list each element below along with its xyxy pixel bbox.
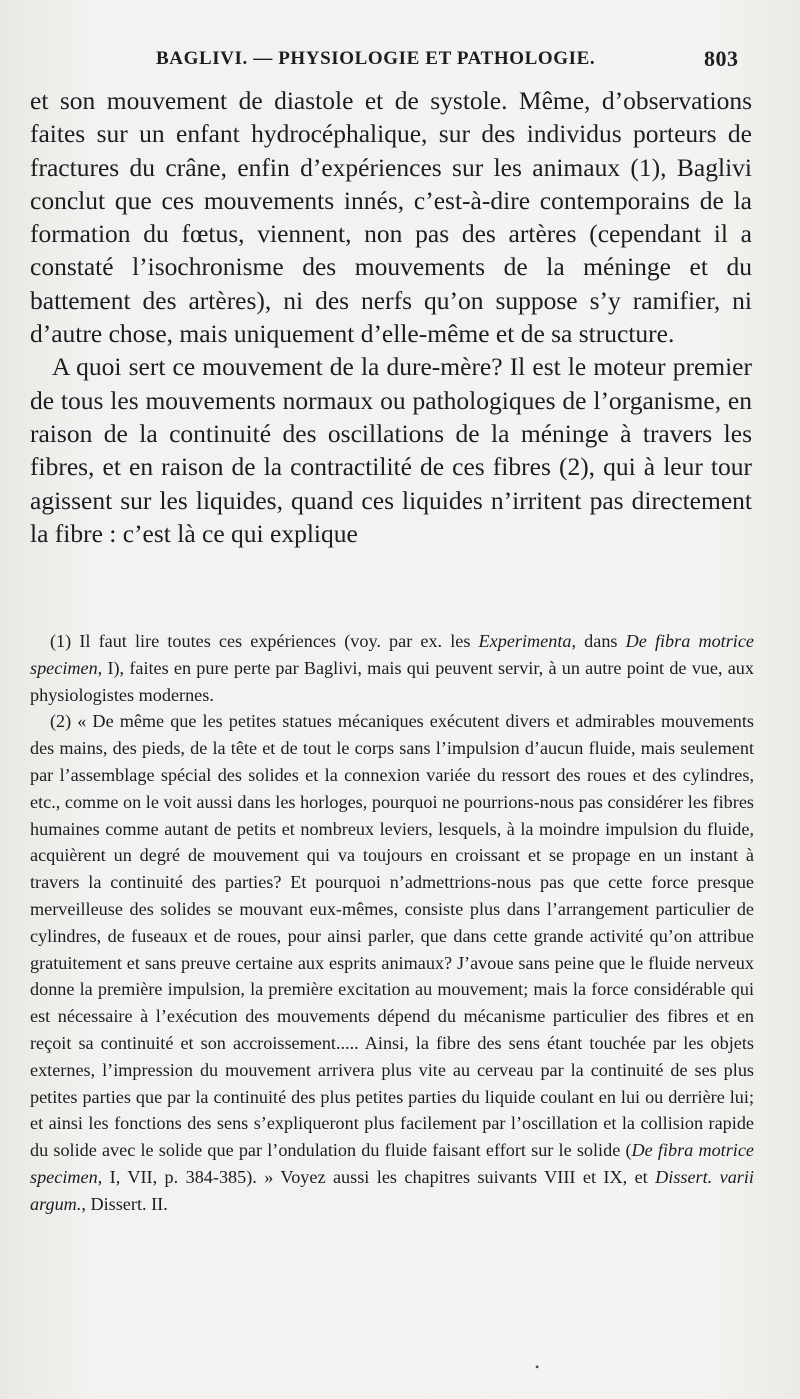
ink-speck: • xyxy=(535,1360,540,1374)
footnote-2-title-dissert: Dissert. varii argum. xyxy=(30,1166,754,1214)
footnote-1 xyxy=(30,628,754,708)
footnote-1-title-de-fibra: De fibra motrice specimen xyxy=(30,631,755,678)
footnote-2-text-b: , I, VII, p. 384-385). » Voyez aussi les chapitres suivants VIII et IX, et xyxy=(97,1166,656,1187)
footnote-1-title-experimenta: Experimenta xyxy=(478,631,572,651)
footnote-1-text-b: , dans xyxy=(571,631,626,651)
main-text xyxy=(30,84,752,550)
footnote-1-text-a: Il faut lire toutes ces expériences (voy. par ex. les xyxy=(71,631,479,651)
running-head xyxy=(0,46,800,74)
footnote-2-title-de-fibra: De fibra motrice specimen xyxy=(30,1140,754,1187)
footnote-2-number: (2) xyxy=(50,711,72,732)
page-number: 803 xyxy=(704,46,739,71)
footnote-1-text-c: , I), faites en pure perte par Baglivi, mais qui peuvent servir, à un autre point de vue, aux physiologistes modernes. xyxy=(30,657,754,705)
running-head-title: BAGLIVI. — PHYSIOLOGIE ET PATHOLOGIE. xyxy=(156,48,596,69)
paragraph-2: A quoi sert ce mouvement de la dure-mère? Il est le moteur premier de tous les mouvements normaux ou pathologiques de l’organisme, en raison de la continuité des oscillations de la méninge à travers les fibres, et en raison de la contractilité de ces fibres (2), qui à leur tour agissent sur les liquides, quand ces liquides n’irritent pas directement la fibre : c’est là ce qui explique xyxy=(30,352,752,548)
footnote-2-text-a: « De même que les petites statues mécaniques exécutent divers et admirables mouvements des mains, des pieds, de la tête et de tout le corps sans l’impulsion d’aucun fluide, mais seulement par l’assemblage spécial des solides et la connexion variée du ressort des roues et des cylindres, etc., comme on le voit aussi dans les horloges, pourquoi ne pourrions-nous pas considérer les fibres humaines comme autant de petits et nombreux leviers, lesquels, à la moindre impulsion du fluide, acquièrent un degré de mouvement qui va toujours en croissant et se propage en un instant à travers la continuité des parties? Et pourquoi n’admettrions-nous pas que cette force presque merveilleuse des solides se mouvant eux-mêmes, consiste plus dans l’arrangement particulier de cylindres, de fuseaux et de roues, pour ainsi parler, que dans cette grande activité qu’on attribue gratuitement et sans preuve certaine aux esprits animaux? J’avoue sans peine que le fluide nerveux donne la première impulsion, la première excitation au mouvement; mais la force considérable qui est nécessaire à l’exécution des mouvements dépend du mécanisme particulier des fibres et en reçoit sa continuité et son accroissement..... Ainsi, la fibre des sens étant touchée par les objets externes, l’impression du mouvement arrivera plus vite au cerveau par la continuité de ses plus petites parties que par la continuité des plus petites parties du liquide coulant en lui ou derrière lui; et ainsi les fonctions des sens s’expliqueront plus facilement par l’oscillation et la collision rapide du solide avec le solide que par l’ondulation du fluide faisant effort sur le solide ( xyxy=(30,711,754,1161)
footnotes xyxy=(30,628,754,1218)
footnote-2-text-c: , Dissert. II. xyxy=(81,1193,168,1214)
footnote-2 xyxy=(30,708,754,1217)
footnote-1-number: (1) xyxy=(50,631,72,651)
paragraph-1: et son mouvement de diastole et de systole. Même, d’observations faites sur un enfant hydrocéphalique, sur des individus porteurs de fractures du crâne, enfin d’expériences sur les animaux (1), Baglivi conclut que ces mouvements innés, c’est-à-dire contemporains de la formation du fœtus, viennent, non pas des artères (cependant il a constaté l’isochronisme des mouvements de la méninge et du battement des artères), ni des nerfs qu’on suppose s’y ramifier, ni d’autre chose, mais uniquement d’elle-même et de sa structure. xyxy=(30,86,752,349)
